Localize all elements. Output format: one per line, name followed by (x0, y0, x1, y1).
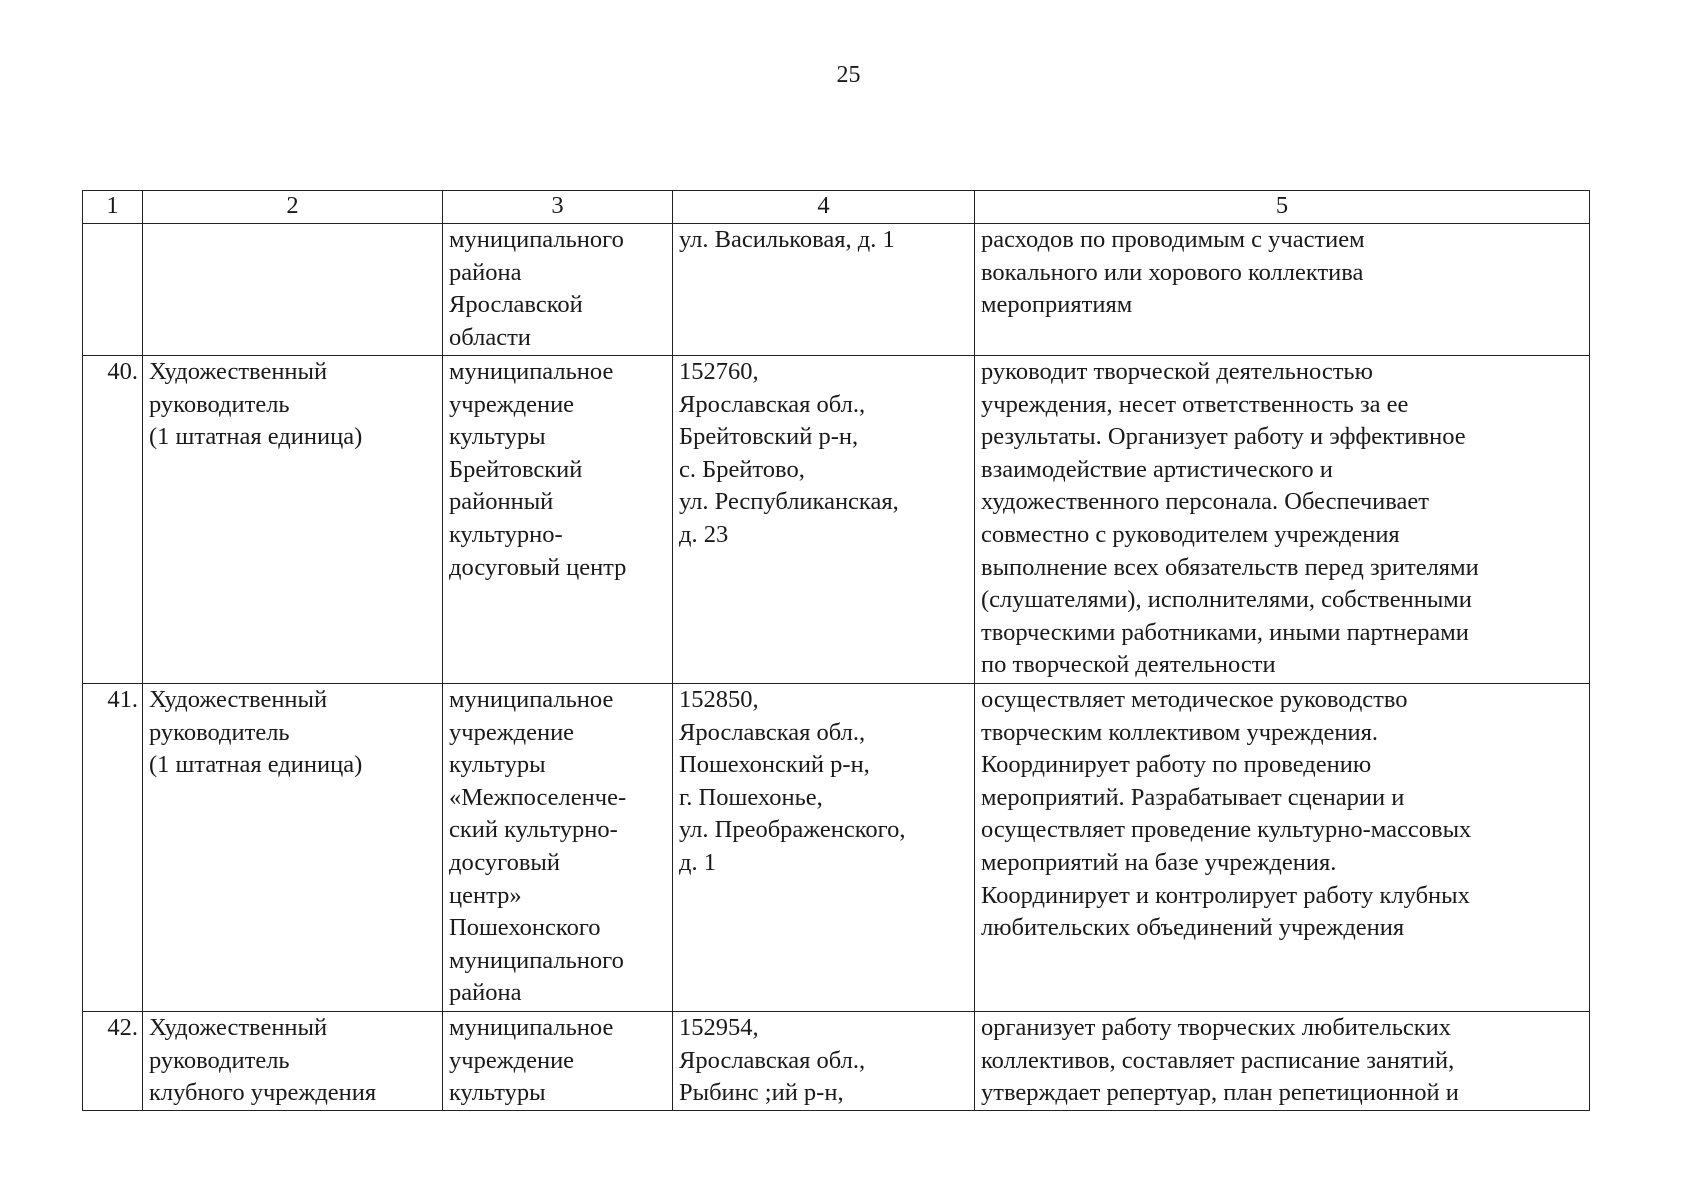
institution-cell: муниципальное учреждение культуры «Межпоселенче- ский культурно- досуговый центр» Пошехонского муниципального района (443, 684, 673, 1012)
row-number: 41. (83, 684, 143, 1012)
page-number: 25 (836, 62, 861, 88)
table-row (83, 224, 1590, 356)
table-header-row (83, 191, 1590, 224)
column-header-5: 5 (975, 191, 1590, 224)
address-cell: ул. Васильковая, д. 1 (673, 224, 975, 356)
table-row (83, 1012, 1590, 1111)
table-row (83, 356, 1590, 684)
duties-cell: организует работу творческих любительских коллективов, составляет расписание занятий, утверждает репертуар, план репетиционной и (975, 1012, 1590, 1111)
row-number: 40. (83, 356, 143, 684)
column-header-1: 1 (83, 191, 143, 224)
institution-cell: муниципальное учреждение культуры Брейтовский районный культурно- досуговый центр (443, 356, 673, 684)
address-cell: 152954, Ярославская обл., Рыбинс ;ий р-н, (673, 1012, 975, 1111)
table-row (83, 684, 1590, 1012)
position-cell: Художественный руководитель клубного учреждения (143, 1012, 443, 1111)
position-cell: Художественный руководитель (1 штатная единица) (143, 684, 443, 1012)
duties-cell: расходов по проводимым с участием вокального или хорового коллектива мероприятиям (975, 224, 1590, 356)
duties-cell: руководит творческой деятельностью учреждения, несет ответственность за ее результаты. Организует работу и эффективное взаимодействие артистического и художественного персонала. Обеспечивает совместно с руководителем учреждения выполнение всех обязательств перед зрителями (слушателями), исполнителями, собственными творческими работниками, иными партнерами по творческой деятельности (975, 356, 1590, 684)
row-number: 42. (83, 1012, 143, 1111)
column-header-4: 4 (673, 191, 975, 224)
position-cell (143, 224, 443, 356)
address-cell: 152760, Ярославская обл., Брейтовский р-н, с. Брейтово, ул. Республиканская, д. 23 (673, 356, 975, 684)
column-header-2: 2 (143, 191, 443, 224)
duties-cell: осуществляет методическое руководство творческим коллективом учреждения. Координирует работу по проведению мероприятий. Разрабатывает сценарии и осуществляет проведение культурно-массовых мероприятий на базе учреждения. Координирует и контролирует работу клубных любительских объединений учреждения (975, 684, 1590, 1012)
position-cell: Художественный руководитель (1 штатная единица) (143, 356, 443, 684)
row-number (83, 224, 143, 356)
staff-table (82, 190, 1590, 1111)
institution-cell: муниципального района Ярославской области (443, 224, 673, 356)
institution-cell: муниципальное учреждение культуры (443, 1012, 673, 1111)
column-header-3: 3 (443, 191, 673, 224)
address-cell: 152850, Ярославская обл., Пошехонский р-н, г. Пошехонье, ул. Преображенского, д. 1 (673, 684, 975, 1012)
